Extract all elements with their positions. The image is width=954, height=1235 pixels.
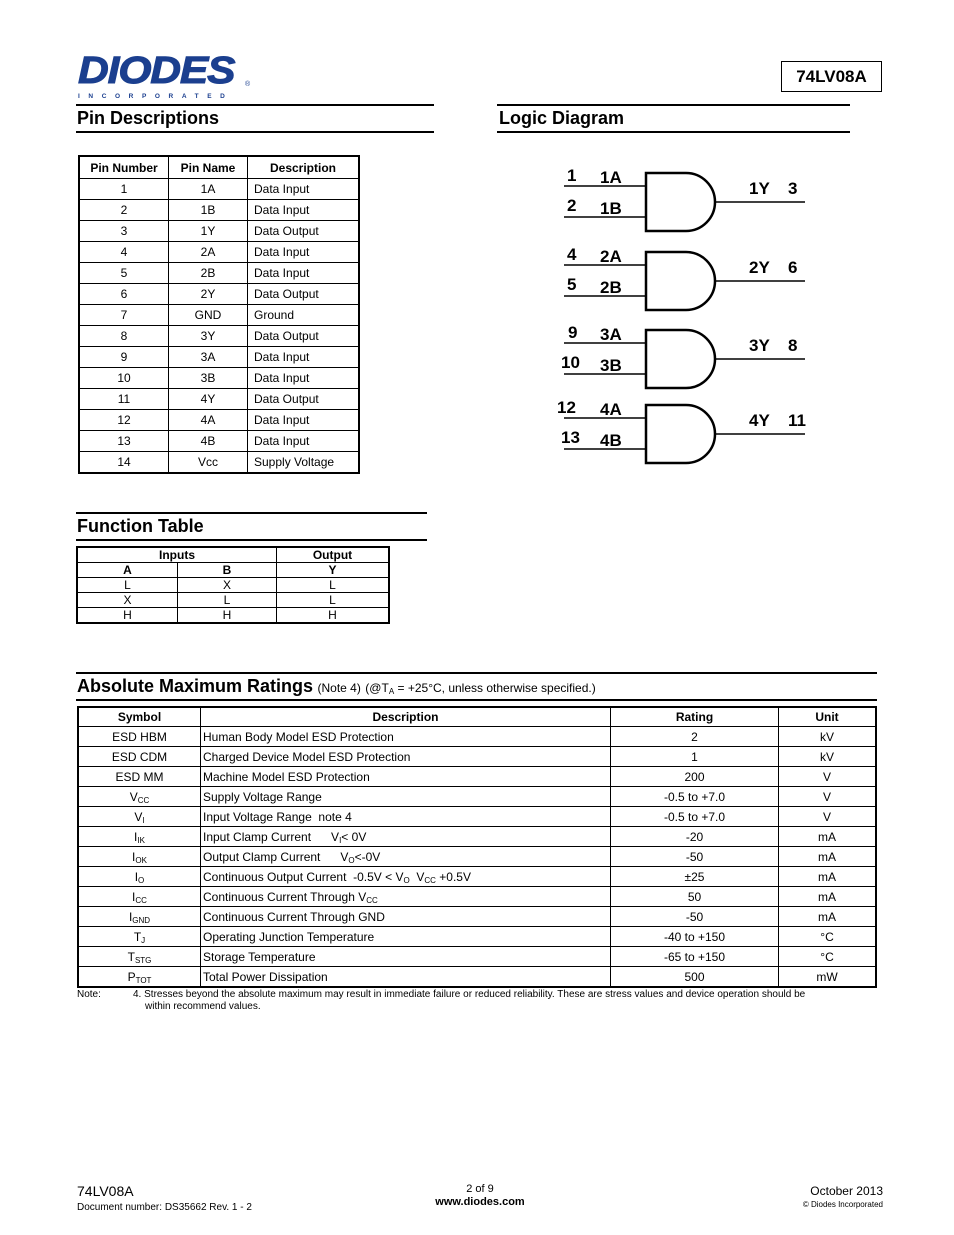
fn-a-cell: H (77, 608, 178, 624)
amr-unit-cell: kV (779, 747, 877, 767)
pin-number-cell: 11 (79, 389, 169, 410)
pin-number-cell: 8 (79, 326, 169, 347)
amr-rating-cell: 2 (611, 727, 779, 747)
pin-name-cell: 1B (169, 200, 248, 221)
pin-description-cell: Data Output (248, 221, 360, 242)
fn-output-header: Output (277, 547, 390, 563)
input-b-label: 3B (600, 356, 622, 375)
pin-description-cell: Supply Voltage (248, 452, 360, 474)
pin-y-number: 8 (788, 336, 798, 355)
pin-name-cell: 2Y (169, 284, 248, 305)
logic-diagram-title: Logic Diagram (499, 108, 625, 128)
pin-b-number: 2 (567, 196, 577, 215)
pin-description-cell: Data Input (248, 263, 360, 284)
pin-number-header: Pin Number (79, 156, 169, 179)
fn-group-row (77, 547, 389, 563)
amr-description-cell: Input Clamp Current $V_I< 0V$ (201, 827, 611, 847)
fn-b-cell: X (178, 578, 277, 593)
and-gate-4 (557, 398, 806, 463)
and-gate-body (646, 173, 715, 231)
pin-table-row (79, 326, 359, 347)
pin-a-number: 4 (567, 245, 577, 264)
footer-url[interactable]: www.diodes.com (435, 1196, 525, 1208)
pin-name-cell: 2B (169, 263, 248, 284)
part-number-box: 74LV08A (781, 61, 882, 92)
amr-note-ref: (Note 4) (317, 681, 361, 695)
pin-desc-top-rule (76, 104, 434, 106)
pin-name-cell: 3Y (169, 326, 248, 347)
and-gate-3 (561, 323, 805, 388)
pin-number-cell: 3 (79, 221, 169, 242)
fn-col-a: A (77, 563, 178, 578)
amr-row (78, 907, 876, 927)
pin-description-cell: Data Output (248, 284, 360, 305)
function-table-top-rule (76, 512, 427, 514)
pin-table-row (79, 389, 359, 410)
amr-row (78, 927, 876, 947)
amr-unit-cell: mW (779, 967, 877, 988)
amr-unit-cell: kV (779, 727, 877, 747)
amr-header-row (78, 707, 876, 727)
pin-name-cell: 4Y (169, 389, 248, 410)
amr-row (78, 967, 876, 988)
pin-description-cell: Data Input (248, 179, 360, 200)
amr-symbol-header: Symbol (78, 707, 201, 727)
amr-row (78, 787, 876, 807)
pin-name-cell: GND (169, 305, 248, 326)
amr-heading (77, 676, 596, 697)
footer-doc-number: Document number: DS35662 Rev. 1 - 2 (77, 1202, 252, 1213)
amr-description-cell: Machine Model ESD Protection (201, 767, 611, 787)
pin-y-number: 11 (788, 411, 806, 430)
pin-number-cell: 7 (79, 305, 169, 326)
pin-number-cell: 9 (79, 347, 169, 368)
amr-note-text-2: within recommend values. (145, 1001, 261, 1012)
fn-b-cell: H (178, 608, 277, 624)
pin-a-number: 12 (557, 398, 576, 417)
footer-page: 2 of 9 (466, 1183, 494, 1195)
pin-description-cell: Data Output (248, 326, 360, 347)
pin-name-cell: 4A (169, 410, 248, 431)
pin-name-cell: 1Y (169, 221, 248, 242)
fn-table-row (77, 608, 389, 624)
pin-desc-bottom-rule (76, 131, 434, 133)
amr-unit-cell: mA (779, 887, 877, 907)
pin-table-row (79, 179, 359, 200)
amr-rating-cell: ±25 (611, 867, 779, 887)
input-a-label: 2A (600, 247, 622, 266)
fn-y-cell: L (277, 593, 390, 608)
amr-symbol-cell: $I_{OK}$ (78, 847, 201, 867)
amr-rating-cell: -0.5 to +7.0 (611, 787, 779, 807)
amr-symbol-cell: $I_{CC}$ (78, 887, 201, 907)
amr-symbol-cell: $I_{GND}$ (78, 907, 201, 927)
fn-b-cell: L (178, 593, 277, 608)
amr-description-cell: Supply Voltage Range (201, 787, 611, 807)
pin-number-cell: 14 (79, 452, 169, 474)
amr-description-cell: Total Power Dissipation (201, 967, 611, 988)
pin-table-row (79, 242, 359, 263)
pin-number-cell: 5 (79, 263, 169, 284)
amr-rating-header: Rating (611, 707, 779, 727)
fn-y-cell: H (277, 608, 390, 624)
pin-y-number: 3 (788, 179, 798, 198)
pin-b-number: 10 (561, 353, 580, 372)
pin-table-row (79, 284, 359, 305)
description-header: Description (248, 156, 360, 179)
pin-number-cell: 4 (79, 242, 169, 263)
output-label: 2Y (749, 258, 770, 277)
pin-number-cell: 12 (79, 410, 169, 431)
fn-col-row (77, 563, 389, 578)
pin-name-cell: Vcc (169, 452, 248, 474)
registered-mark: ® (245, 81, 251, 88)
fn-col-y: Y (277, 563, 390, 578)
logic-diagram (540, 150, 830, 480)
amr-note-text: 4. Stresses beyond the absolute maximum may result in immediate failure or reduced reliability. These are stress values and device operation should be (133, 989, 806, 1000)
logic-bottom-rule (497, 131, 850, 133)
and-gate-body (646, 330, 715, 388)
amr-note-label: Note: (77, 989, 101, 1000)
pin-description-cell: Data Input (248, 200, 360, 221)
and-gate-2 (564, 245, 805, 310)
pin-description-cell: Ground (248, 305, 360, 326)
amr-symbol-cell: $T_{STG}$ (78, 947, 201, 967)
amr-unit-cell: mA (779, 847, 877, 867)
amr-description-cell: Input Voltage Range note 4 (201, 807, 611, 827)
pin-b-number: 5 (567, 275, 577, 294)
amr-rating-cell: -50 (611, 847, 779, 867)
pin-desc-title: Pin Descriptions (77, 108, 220, 128)
footer-center (380, 1183, 580, 1208)
amr-symbol-cell: $P_{TOT}$ (78, 967, 201, 988)
pin-name-cell: 3A (169, 347, 248, 368)
pin-number-cell: 6 (79, 284, 169, 305)
footer-right (803, 1184, 883, 1209)
pin-number-cell: 13 (79, 431, 169, 452)
fn-a-cell: L (77, 578, 178, 593)
input-a-label: 3A (600, 325, 622, 344)
amr-title: Absolute Maximum Ratings (77, 676, 314, 696)
fn-table-row (77, 578, 389, 593)
output-label: 1Y (749, 179, 770, 198)
pin-description-cell: Data Input (248, 410, 360, 431)
amr-unit-header: Unit (779, 707, 877, 727)
pin-description-cell: Data Input (248, 347, 360, 368)
pin-table-row (79, 452, 359, 474)
amr-table (77, 706, 877, 988)
amr-description-cell: Operating Junction Temperature (201, 927, 611, 947)
amr-rating-cell: 50 (611, 887, 779, 907)
function-table-title: Function Table (77, 516, 204, 536)
amr-row (78, 887, 876, 907)
pin-table-row (79, 263, 359, 284)
pin-y-number: 6 (788, 258, 798, 277)
pin-a-number: 1 (567, 166, 577, 185)
input-b-label: 1B (600, 199, 622, 218)
input-a-label: 1A (600, 168, 622, 187)
amr-unit-cell: V (779, 807, 877, 827)
amr-row (78, 747, 876, 767)
amr-description-cell: Charged Device Model ESD Protection (201, 747, 611, 767)
fn-inputs-header: Inputs (77, 547, 277, 563)
pin-number-cell: 10 (79, 368, 169, 389)
pin-table-row (79, 347, 359, 368)
diodes-logo (78, 52, 253, 98)
amr-symbol-cell: $I_O$ (78, 867, 201, 887)
amr-rating-cell: 200 (611, 767, 779, 787)
amr-bottom-rule (76, 699, 877, 701)
amr-unit-cell: V (779, 767, 877, 787)
pin-description-cell: Data Input (248, 431, 360, 452)
and-gate-body (646, 405, 715, 463)
amr-row (78, 727, 876, 747)
amr-symbol-cell: $I_{IK}$ (78, 827, 201, 847)
footer-part-number: 74LV08A (77, 1183, 134, 1199)
pin-table-row (79, 200, 359, 221)
amr-rating-cell: -20 (611, 827, 779, 847)
pin-description-table (78, 155, 360, 474)
amr-description-cell: Output Clamp Current $V_O<-0V$ (201, 847, 611, 867)
amr-row (78, 767, 876, 787)
amr-rating-cell: -0.5 to +7.0 (611, 807, 779, 827)
fn-table-row (77, 593, 389, 608)
pin-description-cell: Data Input (248, 368, 360, 389)
pin-name-cell: 3B (169, 368, 248, 389)
pin-table-header-row (79, 156, 359, 179)
pin-description-cell: Data Output (248, 389, 360, 410)
pin-number-cell: 2 (79, 200, 169, 221)
amr-note (133, 989, 883, 1013)
amr-top-rule (76, 672, 877, 674)
amr-symbol-cell: ESD HBM (78, 727, 201, 747)
amr-description-header: Description (201, 707, 611, 727)
logo-wordmark: DIODES (78, 50, 235, 92)
amr-row (78, 867, 876, 887)
pin-a-number: 9 (568, 323, 578, 342)
pin-name-cell: 2A (169, 242, 248, 263)
amr-row (78, 847, 876, 867)
amr-unit-cell: mA (779, 827, 877, 847)
amr-description-cell: Continuous Current Through $V_{CC}$ (201, 887, 611, 907)
pin-table-row (79, 305, 359, 326)
pin-name-cell: 1A (169, 179, 248, 200)
amr-unit-cell: mA (779, 907, 877, 927)
pin-description-cell: Data Input (248, 242, 360, 263)
amr-rating-cell: -50 (611, 907, 779, 927)
pin-table-row (79, 368, 359, 389)
pin-name-header: Pin Name (169, 156, 248, 179)
amr-row (78, 827, 876, 847)
function-table-bottom-rule (76, 539, 427, 541)
logic-top-rule (497, 104, 850, 106)
pin-table-row (79, 431, 359, 452)
amr-row (78, 947, 876, 967)
output-label: 3Y (749, 336, 770, 355)
amr-unit-cell: °C (779, 947, 877, 967)
amr-row (78, 807, 876, 827)
input-b-label: 2B (600, 278, 622, 297)
and-gate-1 (564, 166, 805, 231)
fn-y-cell: L (277, 578, 390, 593)
amr-unit-cell: mA (779, 867, 877, 887)
pin-table-row (79, 410, 359, 431)
amr-condition: ($@T_A = +25^\circ C$, unless otherwise specified.) (365, 681, 596, 696)
footer-date: October 2013 (810, 1184, 883, 1198)
amr-description-cell: Storage Temperature (201, 947, 611, 967)
input-b-label: 4B (600, 431, 622, 450)
pin-name-cell: 4B (169, 431, 248, 452)
amr-rating-cell: -40 to +150 (611, 927, 779, 947)
amr-rating-cell: 1 (611, 747, 779, 767)
footer-copyright: © Diodes Incorporated (802, 1200, 883, 1209)
amr-symbol-cell: $T_J$ (78, 927, 201, 947)
amr-symbol-cell: $V_{CC}$ (78, 787, 201, 807)
amr-description-cell: Continuous Current Through GND (201, 907, 611, 927)
and-gate-body (646, 252, 715, 310)
amr-description-cell: Continuous Output Current $-0.5V < V_O$ $V_{CC} +0.5V$ (201, 867, 611, 887)
pin-b-number: 13 (561, 428, 580, 447)
amr-symbol-cell: $V_I$ (78, 807, 201, 827)
amr-symbol-cell: ESD MM (78, 767, 201, 787)
pin-number-cell: 1 (79, 179, 169, 200)
amr-description-cell: Human Body Model ESD Protection (201, 727, 611, 747)
amr-symbol-cell: ESD CDM (78, 747, 201, 767)
amr-unit-cell: V (779, 787, 877, 807)
fn-col-b: B (178, 563, 277, 578)
output-label: 4Y (749, 411, 770, 430)
input-a-label: 4A (600, 400, 622, 419)
pin-table-row (79, 221, 359, 242)
amr-rating-cell: 500 (611, 967, 779, 988)
amr-unit-cell: °C (779, 927, 877, 947)
footer-left (77, 1183, 252, 1213)
logo-subtitle: INCORPORATED (78, 93, 234, 100)
fn-a-cell: X (77, 593, 178, 608)
amr-rating-cell: -65 to +150 (611, 947, 779, 967)
function-table (76, 546, 390, 624)
